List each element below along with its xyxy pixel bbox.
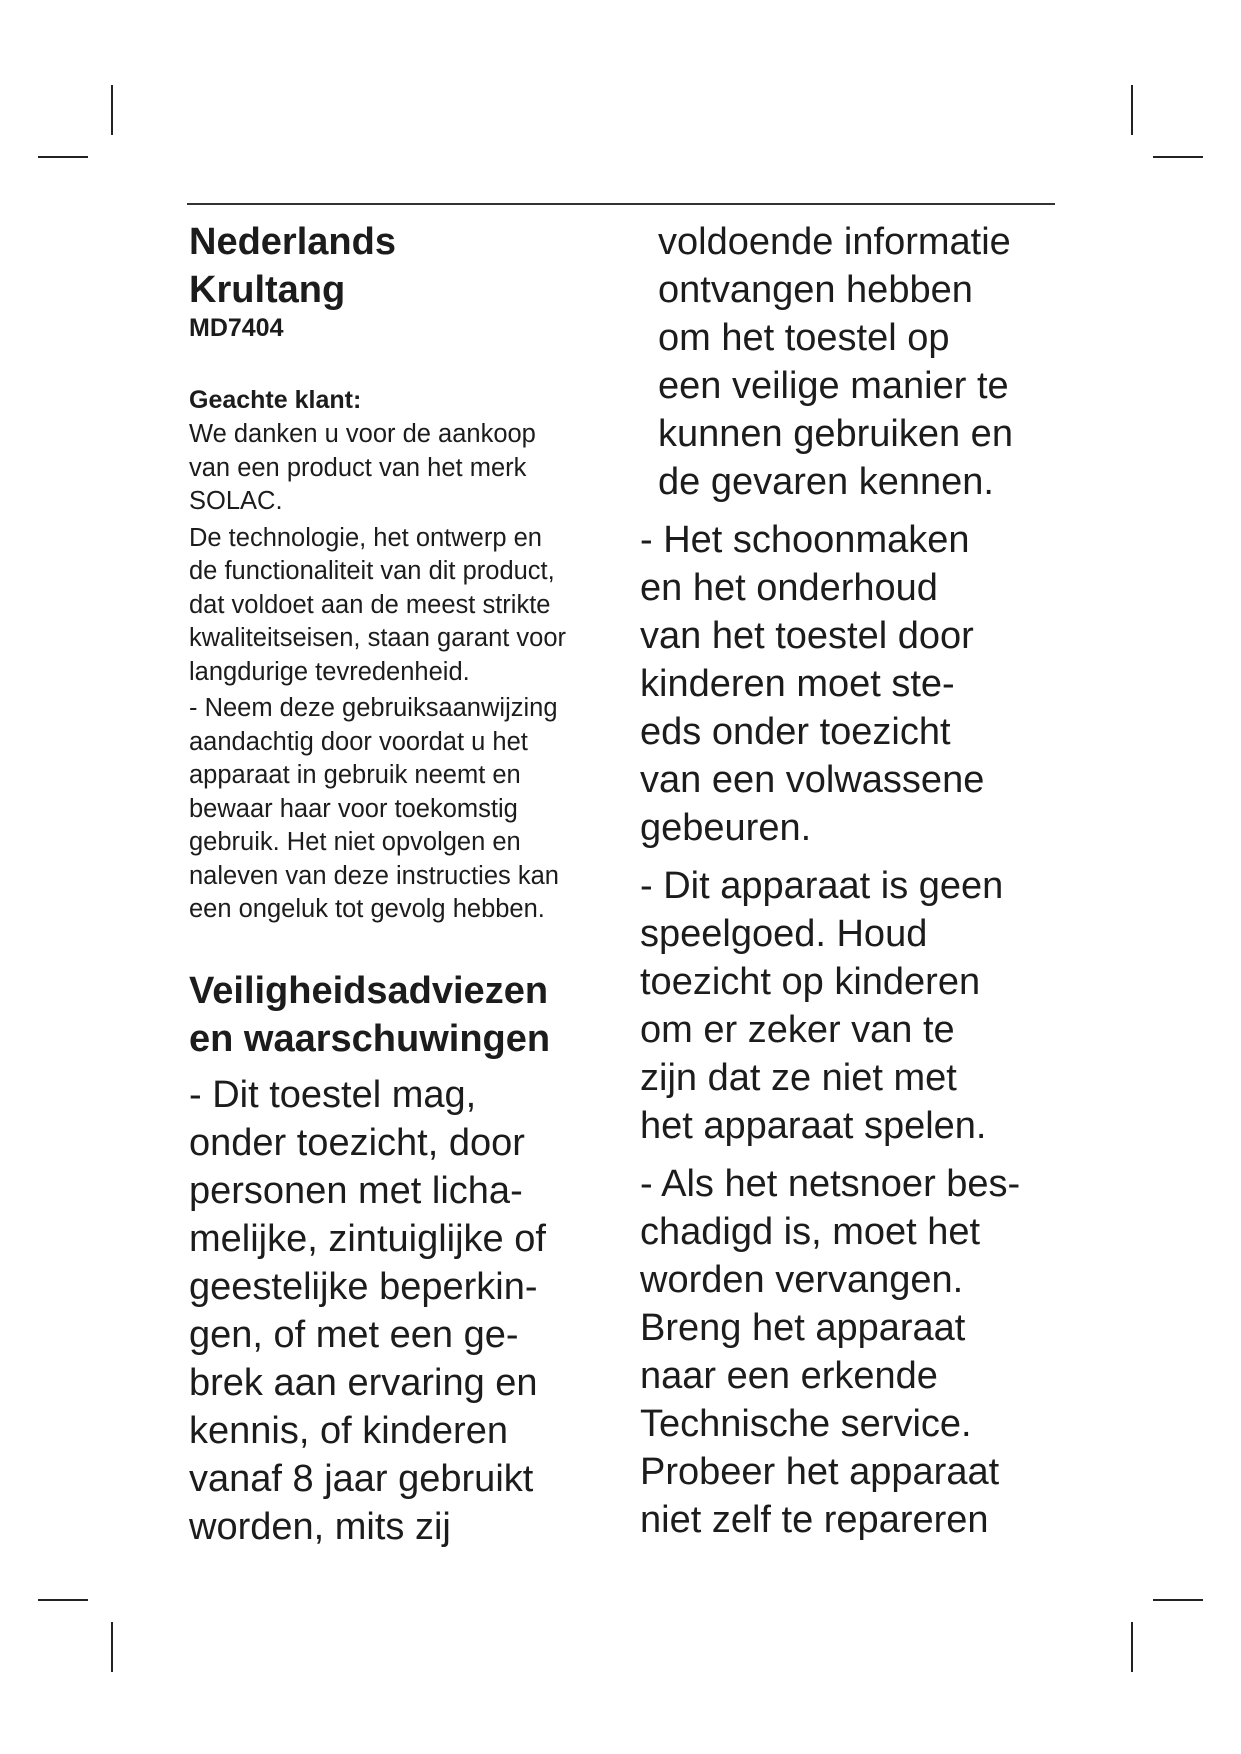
text-line: kunnen gebruiken en — [658, 413, 1013, 455]
heading-line: en waarschuwingen — [189, 1017, 551, 1060]
text-line: vanaf 8 jaar gebruikt — [189, 1457, 534, 1500]
intro-paragraph-2 — [189, 522, 609, 690]
text-line: bewaar haar voor toekomstig — [189, 794, 518, 823]
safety-heading — [189, 967, 609, 1063]
crop-mark-top-left-vertical — [111, 85, 113, 135]
intro-paragraph-3 — [189, 692, 609, 927]
text-line: personen met licha- — [189, 1169, 523, 1212]
text-line: de functionaliteit van dit product, — [189, 557, 555, 585]
text-line: We danken u voor de aankoop — [189, 420, 536, 448]
safety-item-2 — [640, 516, 1070, 852]
intro-paragraph-1 — [189, 418, 609, 519]
text-line: brek aan ervaring en — [189, 1361, 538, 1404]
text-line: apparaat in gebruik neemt en — [189, 761, 521, 789]
text-line: en het onderhoud — [640, 567, 938, 609]
text-line: kennis, of kinderen — [189, 1409, 508, 1452]
text-line: - Dit apparaat is geen — [640, 865, 1004, 907]
text-line: dat voldoet aan de meest strikte — [189, 590, 551, 619]
text-line: ontvangen hebben — [658, 269, 973, 311]
text-line: naar een erkende — [640, 1355, 938, 1397]
text-line: - Neem deze gebruiksaanwijzing — [189, 694, 558, 722]
safety-item-4 — [640, 1160, 1070, 1544]
text-line: naleven van deze instructies kan — [189, 861, 559, 890]
text-line: eds onder toezicht — [640, 711, 951, 753]
crop-mark-bottom-right-horizontal — [1153, 1599, 1203, 1601]
text-line: geestelijke beperkin- — [189, 1265, 538, 1308]
crop-mark-top-right-horizontal — [1153, 156, 1203, 158]
text-line: kinderen moet ste- — [640, 663, 955, 705]
text-line: van een product van het merk — [189, 453, 527, 482]
left-column — [189, 218, 609, 1561]
safety-item-1 — [189, 1071, 609, 1551]
text-line: SOLAC. — [189, 487, 283, 515]
product-heading: Krultang — [189, 269, 346, 311]
text-line: Breng het apparaat — [640, 1307, 966, 1349]
heading-line: Veiligheidsadviezen — [189, 969, 549, 1012]
text-line: om er zeker van te — [640, 1009, 955, 1051]
text-line: een ongeluk tot gevolg hebben. — [189, 895, 545, 923]
text-line: niet zelf te repareren — [640, 1499, 989, 1541]
text-line: van het toestel door — [640, 615, 974, 657]
crop-mark-bottom-left-vertical — [111, 1622, 113, 1672]
text-line: gebeuren. — [640, 807, 812, 849]
text-line: een veilige manier te — [658, 365, 1009, 407]
text-line: - Het schoonmaken — [640, 519, 970, 561]
text-line: aandachtig door voordat u het — [189, 727, 528, 756]
text-line: langdurige tevredenheid. — [189, 657, 470, 686]
text-line: chadigd is, moet het — [640, 1211, 981, 1253]
text-line: De technologie, het ontwerp en — [189, 523, 542, 552]
header-rule — [187, 203, 1055, 205]
crop-mark-top-left-horizontal — [38, 156, 88, 158]
safety-item-1-continued — [640, 218, 1070, 506]
text-line: kwaliteitseisen, staan garant voor — [189, 624, 567, 652]
text-line: speelgoed. Houd — [640, 913, 928, 955]
right-column — [640, 218, 1070, 1554]
text-line: worden vervangen. — [640, 1259, 964, 1301]
text-line: het apparaat spelen. — [640, 1105, 987, 1147]
language-heading: Nederlands — [189, 221, 396, 263]
safety-item-3 — [640, 862, 1070, 1150]
text-line: - Als het netsnoer bes- — [640, 1163, 1021, 1205]
text-line: worden, mits zij — [189, 1505, 451, 1548]
text-line: de gevaren kennen. — [658, 461, 994, 503]
model-number: MD7404 — [189, 314, 284, 342]
crop-mark-bottom-right-vertical — [1131, 1622, 1133, 1672]
text-line: voldoende informatie — [658, 221, 1011, 263]
text-line: gebruik. Het niet opvolgen en — [189, 828, 521, 856]
text-line: zijn dat ze niet met — [640, 1057, 957, 1099]
text-line: gen, of met een ge- — [189, 1313, 519, 1356]
text-line: van een volwassene — [640, 759, 985, 801]
text-line: Technische service. — [640, 1403, 972, 1445]
text-line: - Dit toestel mag, — [189, 1073, 477, 1116]
text-line: om het toestel op — [658, 317, 950, 359]
text-line: toezicht op kinderen — [640, 961, 981, 1003]
text-line: melijke, zintuiglijke of — [189, 1217, 546, 1260]
text-line: onder toezicht, door — [189, 1121, 525, 1164]
greeting: Geachte klant: — [189, 386, 362, 414]
crop-mark-bottom-left-horizontal — [38, 1599, 88, 1601]
crop-mark-top-right-vertical — [1131, 85, 1133, 135]
text-line: Probeer het apparaat — [640, 1451, 1000, 1493]
